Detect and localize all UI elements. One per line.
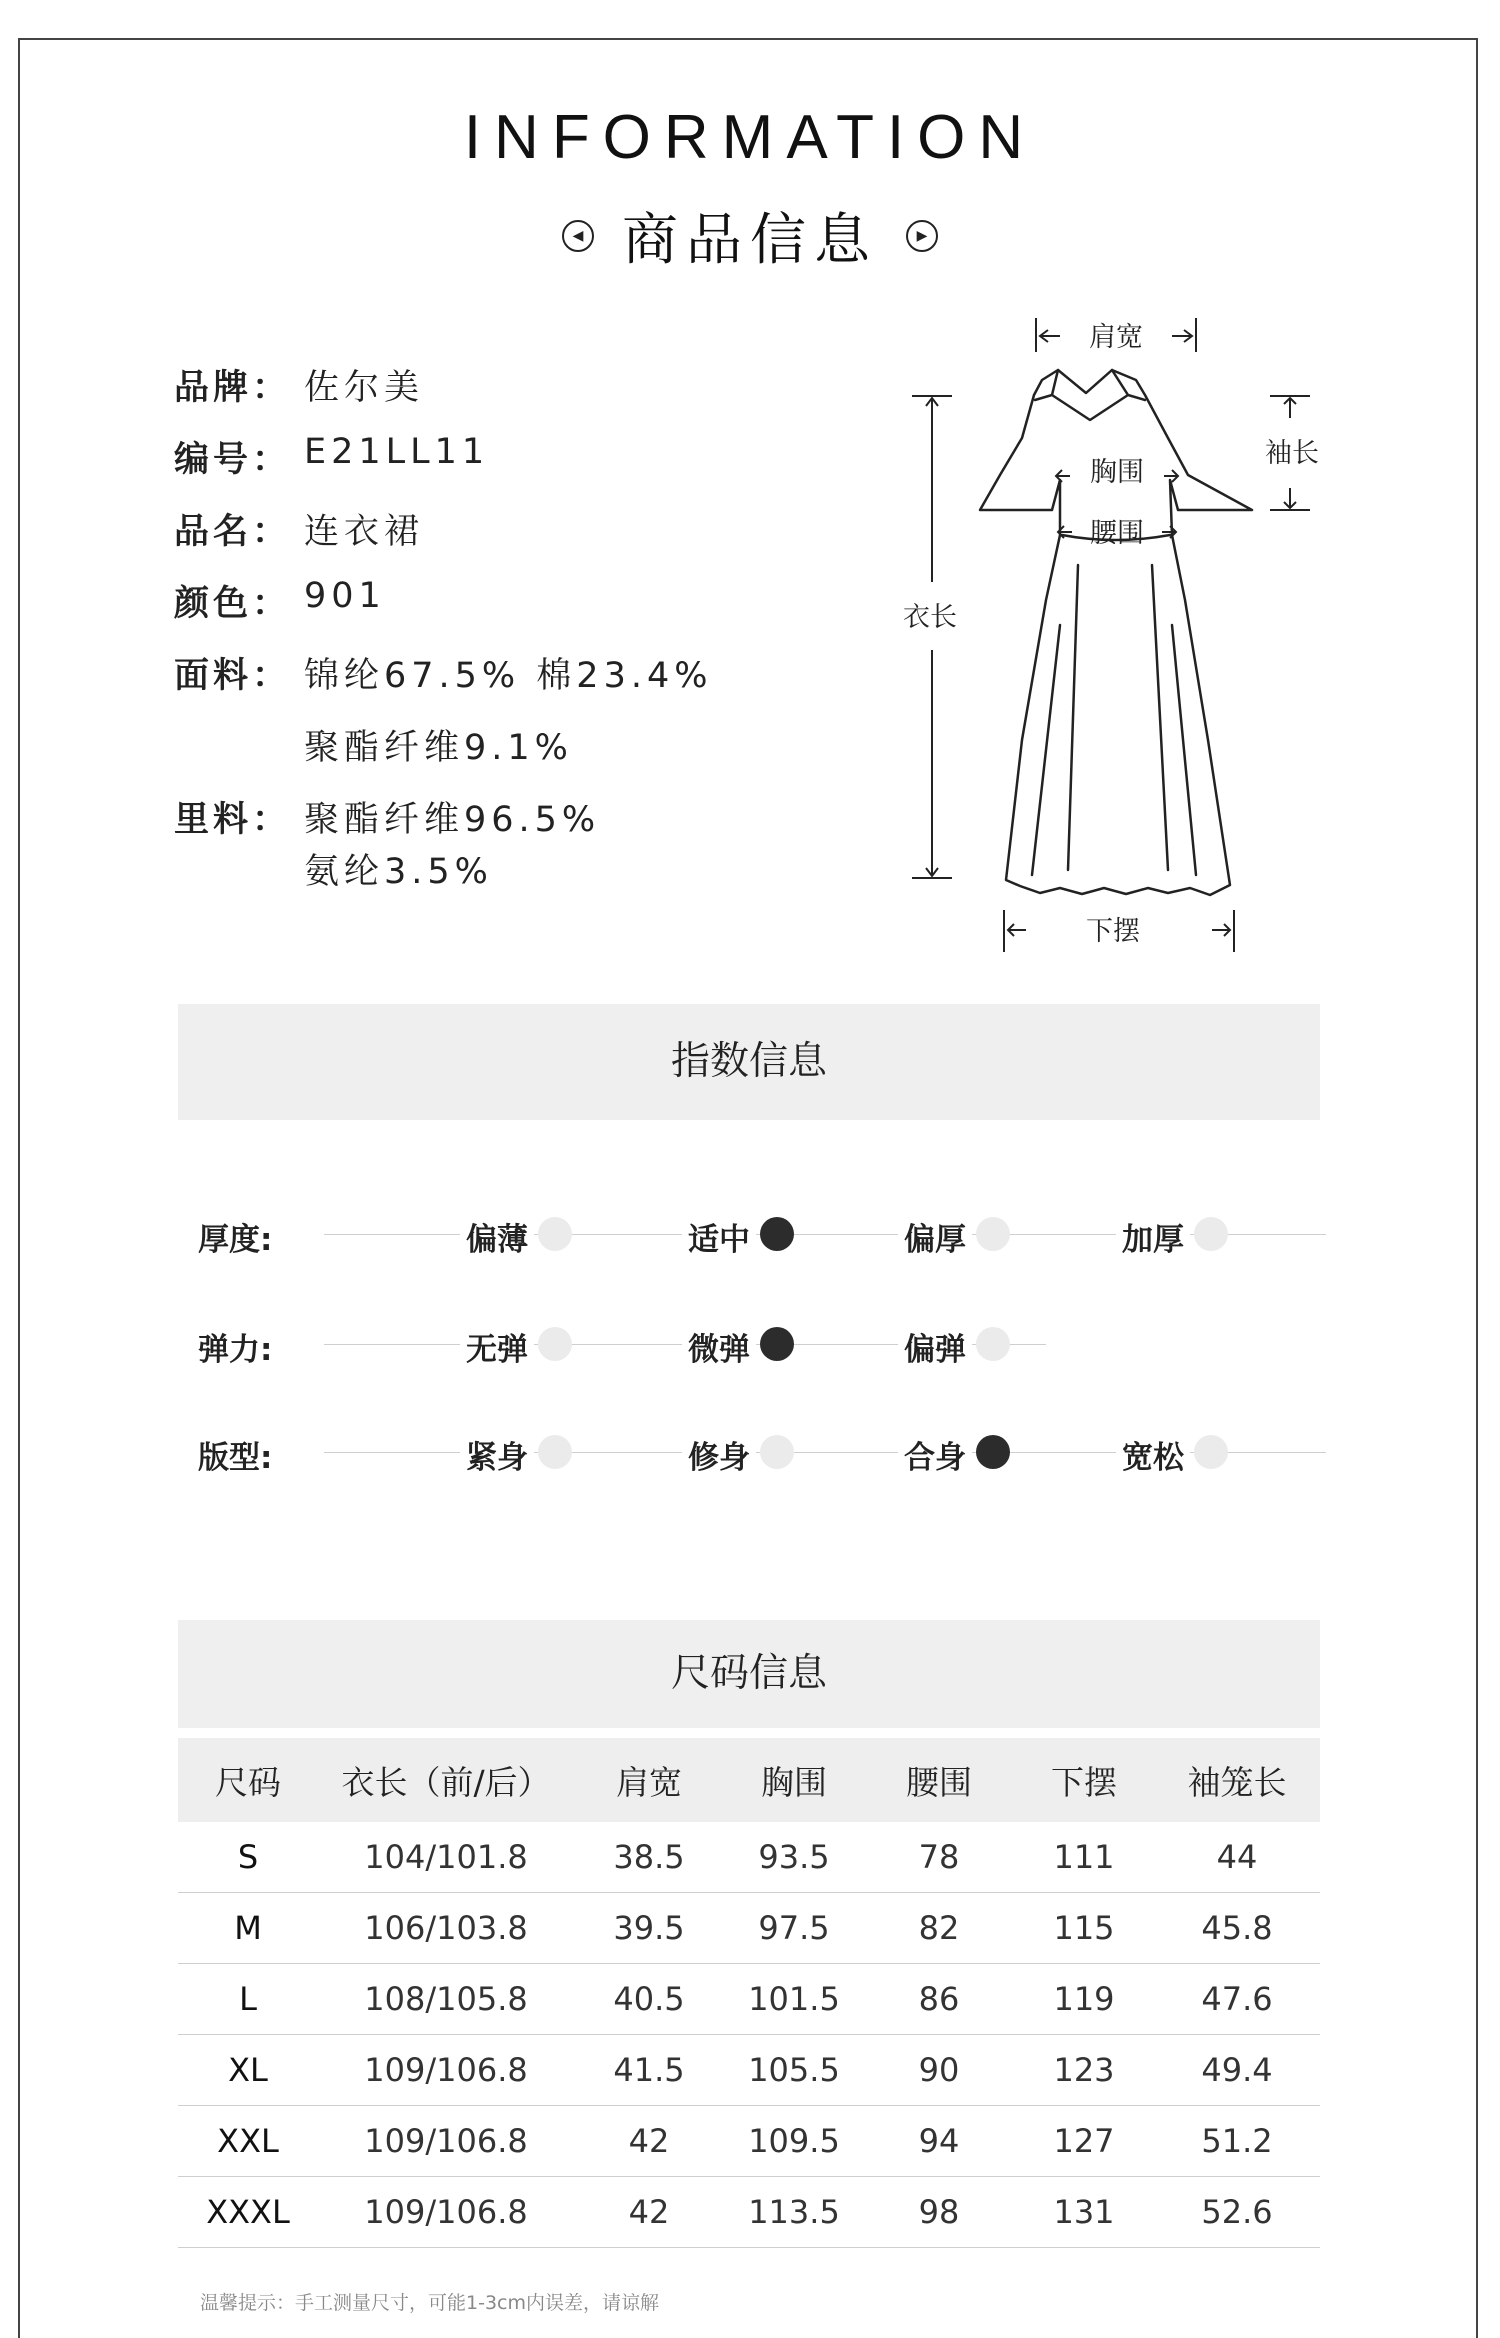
- table-cell: 98: [864, 2177, 1014, 2248]
- index-row-label: 弹力:: [198, 1332, 273, 1368]
- table-cell: 101.5: [724, 1964, 864, 2035]
- hem-label: 下摆: [1086, 916, 1140, 947]
- size-col-header: 腰围: [864, 1738, 1014, 1822]
- info-value: 锦纶67.5% 棉23.4%: [304, 656, 713, 696]
- table-cell: 86: [864, 1964, 1014, 2035]
- index-option-label: 合身: [898, 1432, 972, 1477]
- table-cell: 39.5: [574, 1893, 724, 1964]
- table-cell: 42: [574, 2106, 724, 2177]
- index-dot: [760, 1435, 794, 1469]
- info-label: 面料：: [174, 656, 292, 696]
- table-cell: 90: [864, 2035, 1014, 2106]
- table-cell: 109/106.8: [318, 2106, 574, 2177]
- table-cell: 94: [864, 2106, 1014, 2177]
- index-option-label: 宽松: [1116, 1432, 1190, 1477]
- table-cell: M: [178, 1893, 318, 1964]
- index-dot-selected: [976, 1435, 1010, 1469]
- table-row: [178, 2177, 1320, 2248]
- page-title-en: INFORMATION: [463, 103, 1037, 172]
- index-row-label: 版型:: [198, 1440, 273, 1476]
- size-section-title: 尺码信息: [178, 1620, 1320, 1728]
- index-section-title: 指数信息: [178, 1004, 1320, 1120]
- index-option-label: 适中: [682, 1214, 756, 1259]
- index-dot: [1194, 1435, 1228, 1469]
- table-cell: 105.5: [724, 2035, 864, 2106]
- table-cell: 111: [1014, 1822, 1154, 1893]
- info-value: E21LL11: [304, 432, 490, 472]
- table-cell: 45.8: [1154, 1893, 1320, 1964]
- table-cell: 38.5: [574, 1822, 724, 1893]
- table-cell: 109/106.8: [318, 2177, 574, 2248]
- table-cell: XXL: [178, 2106, 318, 2177]
- table-cell: 108/105.8: [318, 1964, 574, 2035]
- arrow-left-circle-icon: ◀: [562, 220, 594, 252]
- table-cell: 127: [1014, 2106, 1154, 2177]
- table-cell: 93.5: [724, 1822, 864, 1893]
- table-cell: 97.5: [724, 1893, 864, 1964]
- measurement-note: 温馨提示：手工测量尺寸，可能1-3cm内误差，请谅解: [200, 2292, 659, 2314]
- index-option-label: 偏薄: [460, 1214, 534, 1259]
- index-dot: [976, 1327, 1010, 1361]
- table-row: [178, 2106, 1320, 2177]
- index-row-label: 厚度:: [198, 1222, 273, 1258]
- table-cell: XXXL: [178, 2177, 318, 2248]
- size-col-header: 袖笼长: [1154, 1738, 1320, 1822]
- info-value: 氨纶3.5%: [304, 852, 493, 892]
- sleeve-label: 袖长: [1265, 438, 1319, 469]
- table-cell: 113.5: [724, 2177, 864, 2248]
- index-option-label: 紧身: [460, 1432, 534, 1477]
- arrow-right-circle-icon: ▶: [906, 220, 938, 252]
- info-value: 聚酯纤维9.1%: [304, 728, 573, 768]
- info-value: 901: [304, 576, 386, 616]
- table-cell: 109/106.8: [318, 2035, 574, 2106]
- table-cell: 123: [1014, 2035, 1154, 2106]
- waist-label: 腰围: [1090, 518, 1144, 549]
- info-label: 颜色：: [174, 584, 292, 624]
- table-cell: 106/103.8: [318, 1893, 574, 1964]
- dress-measurement-diagram: [0, 0, 1500, 980]
- table-cell: 109.5: [724, 2106, 864, 2177]
- size-col-header: 肩宽: [574, 1738, 724, 1822]
- table-cell: XL: [178, 2035, 318, 2106]
- index-dot: [1194, 1217, 1228, 1251]
- table-cell: 41.5: [574, 2035, 724, 2106]
- table-cell: 40.5: [574, 1964, 724, 2035]
- index-dot-selected: [760, 1327, 794, 1361]
- table-cell: 52.6: [1154, 2177, 1320, 2248]
- info-label: 品名：: [174, 512, 292, 552]
- table-row: [178, 1822, 1320, 1893]
- chest-label: 胸围: [1090, 457, 1144, 488]
- info-value: 聚酯纤维96.5%: [304, 800, 601, 840]
- size-col-header: 胸围: [724, 1738, 864, 1822]
- table-cell: 51.2: [1154, 2106, 1320, 2177]
- size-table: [178, 1738, 1320, 2248]
- size-col-header: 尺码: [178, 1738, 318, 1822]
- table-cell: 104/101.8: [318, 1822, 574, 1893]
- page-title-cn: 商品信息: [622, 208, 878, 273]
- table-cell: 47.6: [1154, 1964, 1320, 2035]
- table-cell: 42: [574, 2177, 724, 2248]
- table-cell: L: [178, 1964, 318, 2035]
- info-value: 连衣裙: [304, 512, 425, 552]
- shoulder-label: 肩宽: [1089, 322, 1143, 353]
- size-table-header-row: [178, 1738, 1320, 1822]
- table-cell: 82: [864, 1893, 1014, 1964]
- length-label: 衣长: [903, 602, 957, 633]
- size-col-header: 衣长（前/后）: [318, 1738, 574, 1822]
- index-option-label: 偏弹: [898, 1324, 972, 1369]
- table-cell: 131: [1014, 2177, 1154, 2248]
- index-option-label: 偏厚: [898, 1214, 972, 1259]
- table-cell: 115: [1014, 1893, 1154, 1964]
- table-cell: 78: [864, 1822, 1014, 1893]
- size-col-header: 下摆: [1014, 1738, 1154, 1822]
- index-dot: [538, 1327, 572, 1361]
- table-cell: 119: [1014, 1964, 1154, 2035]
- info-label: 里料：: [174, 800, 292, 840]
- index-option-label: 无弹: [460, 1324, 534, 1369]
- index-dot: [538, 1435, 572, 1469]
- index-dot: [538, 1217, 572, 1251]
- table-row: [178, 1964, 1320, 2035]
- info-label: 编号：: [174, 440, 292, 480]
- table-cell: 49.4: [1154, 2035, 1320, 2106]
- index-dot: [976, 1217, 1010, 1251]
- index-option-label: 微弹: [682, 1324, 756, 1369]
- table-row: [178, 1893, 1320, 1964]
- table-cell: S: [178, 1822, 318, 1893]
- table-row: [178, 2035, 1320, 2106]
- info-label: 品牌：: [174, 368, 292, 408]
- index-dot-selected: [760, 1217, 794, 1251]
- index-option-label: 加厚: [1116, 1214, 1190, 1259]
- table-cell: 44: [1154, 1822, 1320, 1893]
- index-option-label: 修身: [682, 1432, 756, 1477]
- info-value: 佐尔美: [304, 368, 425, 408]
